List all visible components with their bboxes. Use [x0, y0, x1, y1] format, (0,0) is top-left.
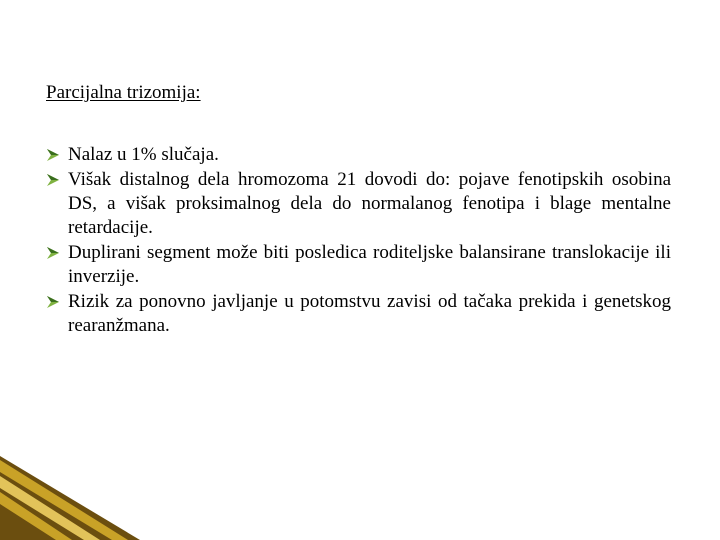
list-item — [46, 168, 671, 240]
corner-swoosh-decoration — [0, 452, 720, 540]
list-item — [46, 143, 671, 167]
arrow-bullet-icon — [46, 148, 60, 162]
bullet-text: Duplirani segment može biti posledica roditeljske balansirane translokacije ili inverzije. — [68, 242, 671, 287]
list-item — [46, 241, 671, 289]
list-item — [46, 290, 671, 338]
arrow-bullet-icon — [46, 295, 60, 309]
bullet-text: Višak distalnog dela hromozoma 21 dovodi do: pojave fenotipskih osobina DS, a višak proksimalnog dela do normalanog fenotipa i blage mentalne retardacije. — [68, 169, 671, 238]
bullet-list — [46, 143, 671, 339]
arrow-bullet-icon — [46, 246, 60, 260]
bullet-text: Rizik za ponovno javljanje u potomstvu zavisi od tačaka prekida i genetskog rearanžmana. — [68, 291, 671, 336]
slide-title: Parcijalna trizomija: — [46, 82, 201, 103]
arrow-bullet-icon — [46, 173, 60, 187]
bullet-text: Nalaz u 1% slučaja. — [68, 144, 219, 165]
